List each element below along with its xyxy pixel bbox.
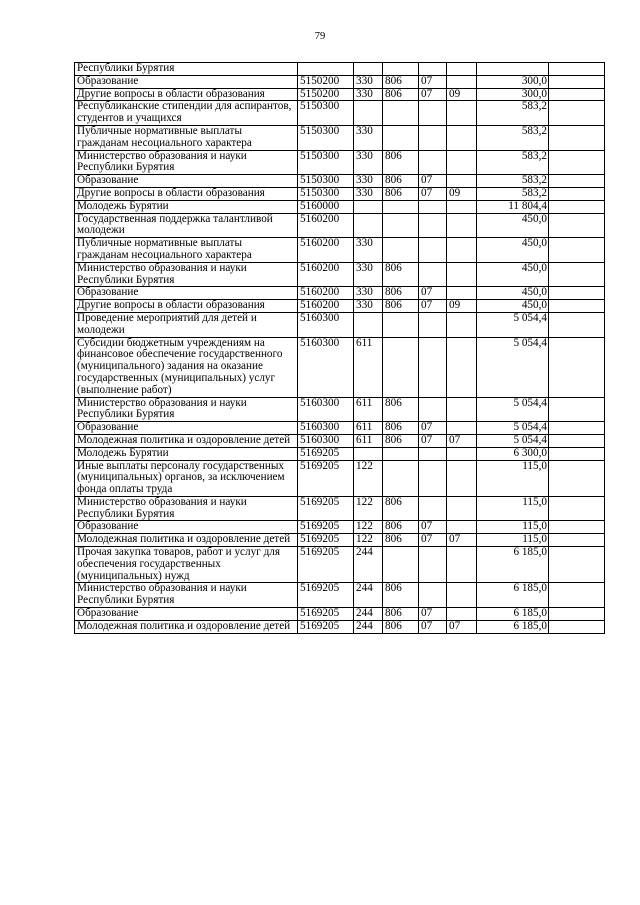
row-sum-cell: 5 054,4 — [477, 312, 549, 337]
row-pr-cell — [447, 238, 477, 263]
row-sum-cell: 115,0 — [477, 460, 549, 496]
table-row — [75, 620, 605, 633]
row-rz-cell — [419, 213, 447, 238]
row-csr-cell: 5150300 — [298, 125, 354, 150]
row-csr-cell: 5150300 — [298, 187, 354, 200]
row-sum-cell: 583,2 — [477, 125, 549, 150]
row-grbs-cell: 806 — [383, 583, 419, 608]
row-csr-cell: 5160300 — [298, 337, 354, 397]
row-sum-cell: 11 804,4 — [477, 200, 549, 213]
row-grbs-cell — [383, 312, 419, 337]
row-pr-cell — [447, 460, 477, 496]
row-csr-cell: 5150300 — [298, 175, 354, 188]
row-blank-cell — [549, 262, 605, 287]
row-vr-cell: 244 — [354, 547, 383, 583]
row-grbs-cell — [383, 101, 419, 126]
row-vr-cell — [354, 200, 383, 213]
row-rz-cell: 07 — [419, 175, 447, 188]
row-pr-cell — [447, 583, 477, 608]
row-name-cell: Субсидии бюджетным учреждениям на финансовое обеспечение государственного (муниципального) задания на оказание государственных (муниципальных) услуг (выполнение работ) — [75, 337, 298, 397]
row-rz-cell: 07 — [419, 521, 447, 534]
table-row — [75, 534, 605, 547]
row-sum-cell: 6 185,0 — [477, 608, 549, 621]
row-pr-cell — [447, 125, 477, 150]
row-vr-cell: 330 — [354, 88, 383, 101]
row-sum-cell: 300,0 — [477, 75, 549, 88]
row-name-cell: Министерство образования и науки Республики Бурятия — [75, 150, 298, 175]
table-row — [75, 75, 605, 88]
row-sum-cell: 6 185,0 — [477, 547, 549, 583]
row-sum-cell: 6 185,0 — [477, 620, 549, 633]
row-pr-cell — [447, 75, 477, 88]
row-csr-cell: 5160200 — [298, 300, 354, 313]
row-name-cell: Молодежная политика и оздоровление детей — [75, 534, 298, 547]
row-vr-cell: 611 — [354, 434, 383, 447]
row-vr-cell — [354, 101, 383, 126]
table-row — [75, 63, 605, 76]
row-sum-cell — [477, 63, 549, 76]
row-name-cell: Образование — [75, 521, 298, 534]
row-pr-cell: 07 — [447, 620, 477, 633]
row-vr-cell: 611 — [354, 422, 383, 435]
table-row — [75, 262, 605, 287]
row-sum-cell: 5 054,4 — [477, 397, 549, 422]
row-name-cell: Образование — [75, 287, 298, 300]
row-pr-cell: 07 — [447, 534, 477, 547]
row-sum-cell: 6 185,0 — [477, 583, 549, 608]
row-vr-cell — [354, 213, 383, 238]
row-pr-cell: 07 — [447, 434, 477, 447]
row-vr-cell: 611 — [354, 397, 383, 422]
row-vr-cell: 330 — [354, 75, 383, 88]
row-rz-cell — [419, 496, 447, 521]
row-rz-cell — [419, 547, 447, 583]
row-blank-cell — [549, 397, 605, 422]
row-rz-cell: 07 — [419, 88, 447, 101]
row-grbs-cell: 806 — [383, 187, 419, 200]
row-pr-cell — [447, 422, 477, 435]
table-row — [75, 547, 605, 583]
row-sum-cell: 300,0 — [477, 88, 549, 101]
row-name-cell: Иные выплаты персоналу государственных (муниципальных) органов, за исключением фонда оплаты труда — [75, 460, 298, 496]
table-row — [75, 397, 605, 422]
row-blank-cell — [549, 583, 605, 608]
table-row — [75, 460, 605, 496]
budget-table — [74, 62, 605, 634]
row-vr-cell: 330 — [354, 150, 383, 175]
row-pr-cell — [447, 287, 477, 300]
row-sum-cell: 450,0 — [477, 300, 549, 313]
row-csr-cell: 5150200 — [298, 75, 354, 88]
row-name-cell: Образование — [75, 608, 298, 621]
row-csr-cell: 5169205 — [298, 608, 354, 621]
row-rz-cell — [419, 150, 447, 175]
row-sum-cell: 583,2 — [477, 150, 549, 175]
row-csr-cell: 5160300 — [298, 434, 354, 447]
row-rz-cell — [419, 583, 447, 608]
row-blank-cell — [549, 337, 605, 397]
row-grbs-cell: 806 — [383, 75, 419, 88]
row-vr-cell: 122 — [354, 460, 383, 496]
row-csr-cell: 5150300 — [298, 150, 354, 175]
row-sum-cell: 450,0 — [477, 287, 549, 300]
row-name-cell: Образование — [75, 75, 298, 88]
row-grbs-cell — [383, 125, 419, 150]
row-vr-cell: 330 — [354, 238, 383, 263]
row-pr-cell — [447, 447, 477, 460]
table-row — [75, 312, 605, 337]
row-csr-cell: 5169205 — [298, 620, 354, 633]
row-vr-cell: 330 — [354, 187, 383, 200]
table-row — [75, 125, 605, 150]
row-csr-cell: 5160200 — [298, 262, 354, 287]
row-blank-cell — [549, 238, 605, 263]
row-sum-cell: 5 054,4 — [477, 337, 549, 397]
table-row — [75, 101, 605, 126]
row-grbs-cell: 806 — [383, 422, 419, 435]
row-blank-cell — [549, 434, 605, 447]
row-rz-cell — [419, 460, 447, 496]
row-rz-cell — [419, 125, 447, 150]
row-grbs-cell: 806 — [383, 608, 419, 621]
row-vr-cell: 611 — [354, 337, 383, 397]
row-grbs-cell — [383, 447, 419, 460]
row-csr-cell: 5160300 — [298, 312, 354, 337]
row-rz-cell — [419, 238, 447, 263]
row-csr-cell — [298, 63, 354, 76]
row-name-cell: Республики Бурятия — [75, 63, 298, 76]
row-pr-cell — [447, 262, 477, 287]
row-vr-cell — [354, 63, 383, 76]
row-pr-cell — [447, 175, 477, 188]
row-sum-cell: 583,2 — [477, 101, 549, 126]
row-rz-cell: 07 — [419, 434, 447, 447]
row-rz-cell: 07 — [419, 608, 447, 621]
row-pr-cell — [447, 200, 477, 213]
row-rz-cell — [419, 397, 447, 422]
row-name-cell: Образование — [75, 422, 298, 435]
row-grbs-cell: 806 — [383, 397, 419, 422]
row-pr-cell — [447, 63, 477, 76]
row-blank-cell — [549, 547, 605, 583]
row-name-cell: Образование — [75, 175, 298, 188]
row-blank-cell — [549, 300, 605, 313]
row-grbs-cell: 806 — [383, 434, 419, 447]
row-grbs-cell — [383, 63, 419, 76]
row-pr-cell — [447, 496, 477, 521]
row-csr-cell: 5160300 — [298, 397, 354, 422]
row-name-cell: Публичные нормативные выплаты гражданам несоциального характера — [75, 125, 298, 150]
row-sum-cell: 583,2 — [477, 175, 549, 188]
row-csr-cell: 5160000 — [298, 200, 354, 213]
row-blank-cell — [549, 213, 605, 238]
row-csr-cell: 5150300 — [298, 101, 354, 126]
row-blank-cell — [549, 521, 605, 534]
row-name-cell: Молодежная политика и оздоровление детей — [75, 620, 298, 633]
row-blank-cell — [549, 88, 605, 101]
row-name-cell: Молодежь Бурятии — [75, 200, 298, 213]
row-csr-cell: 5169205 — [298, 521, 354, 534]
row-name-cell: Министерство образования и науки Республики Бурятия — [75, 262, 298, 287]
row-blank-cell — [549, 75, 605, 88]
row-sum-cell: 5 054,4 — [477, 422, 549, 435]
row-vr-cell: 330 — [354, 287, 383, 300]
row-pr-cell — [447, 312, 477, 337]
row-sum-cell: 5 054,4 — [477, 434, 549, 447]
row-rz-cell: 07 — [419, 534, 447, 547]
page-number: 79 — [314, 31, 326, 42]
table-row — [75, 447, 605, 460]
row-rz-cell: 07 — [419, 287, 447, 300]
row-blank-cell — [549, 125, 605, 150]
row-vr-cell — [354, 312, 383, 337]
row-pr-cell — [447, 547, 477, 583]
row-rz-cell: 07 — [419, 620, 447, 633]
row-name-cell: Республиканские стипендии для аспирантов, студентов и учащихся — [75, 101, 298, 126]
row-grbs-cell — [383, 213, 419, 238]
table-row — [75, 521, 605, 534]
row-name-cell: Министерство образования и науки Республики Бурятия — [75, 496, 298, 521]
row-name-cell: Другие вопросы в области образования — [75, 187, 298, 200]
row-grbs-cell: 806 — [383, 262, 419, 287]
row-pr-cell — [447, 608, 477, 621]
row-blank-cell — [549, 447, 605, 460]
row-grbs-cell: 806 — [383, 620, 419, 633]
row-pr-cell: 09 — [447, 88, 477, 101]
table-row — [75, 200, 605, 213]
row-blank-cell — [549, 287, 605, 300]
row-sum-cell: 450,0 — [477, 213, 549, 238]
row-sum-cell: 115,0 — [477, 521, 549, 534]
budget-table-body — [75, 63, 605, 634]
row-vr-cell: 122 — [354, 521, 383, 534]
table-row — [75, 287, 605, 300]
row-csr-cell: 5169205 — [298, 496, 354, 521]
row-name-cell: Другие вопросы в области образования — [75, 300, 298, 313]
row-csr-cell: 5160200 — [298, 213, 354, 238]
row-grbs-cell: 806 — [383, 287, 419, 300]
row-rz-cell — [419, 447, 447, 460]
row-blank-cell — [549, 608, 605, 621]
row-csr-cell: 5169205 — [298, 460, 354, 496]
row-name-cell: Публичные нормативные выплаты гражданам несоциального характера — [75, 238, 298, 263]
row-grbs-cell — [383, 337, 419, 397]
row-name-cell: Молодежная политика и оздоровление детей — [75, 434, 298, 447]
table-row — [75, 175, 605, 188]
row-blank-cell — [549, 175, 605, 188]
row-csr-cell: 5150200 — [298, 88, 354, 101]
row-rz-cell: 07 — [419, 75, 447, 88]
row-name-cell: Государственная поддержка талантливой молодежи — [75, 213, 298, 238]
table-row — [75, 238, 605, 263]
row-blank-cell — [549, 63, 605, 76]
row-blank-cell — [549, 534, 605, 547]
table-row — [75, 496, 605, 521]
row-blank-cell — [549, 150, 605, 175]
row-vr-cell: 244 — [354, 608, 383, 621]
row-vr-cell: 122 — [354, 534, 383, 547]
row-sum-cell: 583,2 — [477, 187, 549, 200]
row-pr-cell — [447, 101, 477, 126]
row-grbs-cell: 806 — [383, 534, 419, 547]
table-row — [75, 88, 605, 101]
row-vr-cell: 244 — [354, 583, 383, 608]
row-blank-cell — [549, 200, 605, 213]
row-name-cell: Прочая закупка товаров, работ и услуг для обеспечения государственных (муниципальных) нужд — [75, 547, 298, 583]
row-csr-cell: 5160200 — [298, 238, 354, 263]
row-pr-cell: 09 — [447, 187, 477, 200]
row-rz-cell — [419, 337, 447, 397]
row-pr-cell — [447, 150, 477, 175]
row-blank-cell — [549, 312, 605, 337]
row-grbs-cell — [383, 460, 419, 496]
row-csr-cell: 5169205 — [298, 547, 354, 583]
row-csr-cell: 5169205 — [298, 583, 354, 608]
row-sum-cell: 115,0 — [477, 496, 549, 521]
row-sum-cell: 450,0 — [477, 238, 549, 263]
row-vr-cell: 122 — [354, 496, 383, 521]
row-grbs-cell: 806 — [383, 175, 419, 188]
row-blank-cell — [549, 422, 605, 435]
row-blank-cell — [549, 460, 605, 496]
row-vr-cell: 330 — [354, 262, 383, 287]
row-blank-cell — [549, 620, 605, 633]
row-grbs-cell: 806 — [383, 300, 419, 313]
row-rz-cell: 07 — [419, 187, 447, 200]
row-vr-cell — [354, 447, 383, 460]
row-name-cell: Другие вопросы в области образования — [75, 88, 298, 101]
row-rz-cell: 07 — [419, 300, 447, 313]
row-grbs-cell — [383, 238, 419, 263]
row-csr-cell: 5160300 — [298, 422, 354, 435]
row-grbs-cell: 806 — [383, 521, 419, 534]
row-pr-cell: 09 — [447, 300, 477, 313]
row-name-cell: Министерство образования и науки Республики Бурятия — [75, 397, 298, 422]
table-row — [75, 213, 605, 238]
table-row — [75, 337, 605, 397]
table-row — [75, 608, 605, 621]
row-blank-cell — [549, 101, 605, 126]
row-grbs-cell — [383, 547, 419, 583]
row-name-cell: Министерство образования и науки Республики Бурятия — [75, 583, 298, 608]
row-vr-cell: 330 — [354, 175, 383, 188]
row-csr-cell: 5160200 — [298, 287, 354, 300]
row-grbs-cell — [383, 200, 419, 213]
row-sum-cell: 115,0 — [477, 534, 549, 547]
row-vr-cell: 244 — [354, 620, 383, 633]
row-pr-cell — [447, 397, 477, 422]
row-vr-cell: 330 — [354, 125, 383, 150]
table-row — [75, 187, 605, 200]
row-vr-cell: 330 — [354, 300, 383, 313]
row-grbs-cell: 806 — [383, 496, 419, 521]
row-rz-cell — [419, 312, 447, 337]
row-grbs-cell: 806 — [383, 150, 419, 175]
table-row — [75, 422, 605, 435]
row-csr-cell: 5169205 — [298, 447, 354, 460]
row-rz-cell — [419, 200, 447, 213]
row-grbs-cell: 806 — [383, 88, 419, 101]
row-sum-cell: 6 300,0 — [477, 447, 549, 460]
row-pr-cell — [447, 521, 477, 534]
row-rz-cell — [419, 262, 447, 287]
row-rz-cell: 07 — [419, 422, 447, 435]
row-name-cell: Проведение мероприятий для детей и молодежи — [75, 312, 298, 337]
table-row — [75, 300, 605, 313]
row-csr-cell: 5169205 — [298, 534, 354, 547]
row-blank-cell — [549, 496, 605, 521]
row-rz-cell — [419, 101, 447, 126]
table-row — [75, 150, 605, 175]
row-sum-cell: 450,0 — [477, 262, 549, 287]
table-row — [75, 583, 605, 608]
row-pr-cell — [447, 213, 477, 238]
row-name-cell: Молодежь Бурятии — [75, 447, 298, 460]
table-row — [75, 434, 605, 447]
row-rz-cell — [419, 63, 447, 76]
row-blank-cell — [549, 187, 605, 200]
row-pr-cell — [447, 337, 477, 397]
